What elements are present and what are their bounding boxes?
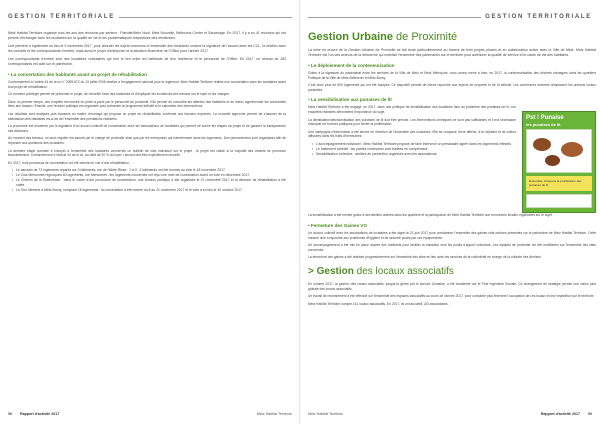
punaises-text bbox=[308, 105, 516, 213]
right-paragraph: La dératisation/désinsectisation des punaises de lit doit être précise. Les interventions chimiques ne sont pas suffisantes et il est nécessaire d'adopter de bonnes pratiques pour limiter la prolifération. bbox=[308, 117, 516, 127]
left-paragraph: Ce moment privilégié permet de présenter le projet, de recueillir l'avis des locataires et d'expliquer les incidences des travaux sur le loyer et les charges. bbox=[8, 92, 230, 97]
left-column bbox=[8, 31, 286, 195]
right-page bbox=[300, 0, 600, 424]
left-bullet-list bbox=[12, 168, 286, 192]
left-paragraph: Les résultats sont analysés puis transmis au maître d'ouvrage qui propose un projet de réhabilitation conforme aux besoins exprimés. La nouvelle approche permet de s'assurer de la satisfaction des habitants vis-à-vis de l'ensemble des prestations réalisées. bbox=[8, 111, 286, 121]
poster-title: Pst ! Punaise bbox=[526, 115, 564, 122]
chevron-right-icon: > bbox=[308, 265, 317, 277]
right-paragraph: Un accompagnement a été mis en place auprès des habitants pour faciliter la transition vers les points d'apport volontaire. Les équipes de proximité ont été mobilisées sur l'ensemble des sites concernés. bbox=[308, 243, 596, 252]
section-title-light: des locaux associatifs bbox=[353, 265, 454, 277]
left-intro-1: Metz Habitat Territoire organise tous les ans des réunions par secteur : Patrotte/Metz Nord, Metz Nouvelle, Bellecroix-Centre et Sauvetage. En 2017, il y a eu 41 réunions qui ont permis d'échanger avec les locataires sur la qualité de vie et les problématiques respectives des résidences. bbox=[8, 31, 286, 40]
left-header-label: GESTION TERRITORIALE bbox=[8, 14, 115, 20]
left-paragraph: Conformément à l'article 44 de la loi n° 2006-872 du 13 juillet 2006 relative à l'engagement national pour le logement, Metz Habitat Territoire réalise une concertation avec les locataires avant tout projet de réhabilitation. bbox=[8, 80, 286, 89]
list-item: • L'accompagnement individuel : Metz Habitat Territoire propose de faire intervenir un prestataire agréé dans les logements infestés. bbox=[312, 142, 516, 147]
poster-text: Ensemble, stoppons la prolifération des punaises de lit bbox=[529, 179, 582, 188]
left-header-rule bbox=[119, 17, 292, 18]
right-page-number: 59 bbox=[588, 412, 592, 416]
right-column bbox=[308, 31, 596, 309]
right-paragraph: C'est donc plus de 800 logements qui ont été équipés. Ce dispositif permet de mieux répondre aux enjeux de propreté et de tri sélectif. Les conteneurs enterrés remplacent les anciens locaux poubelles. bbox=[308, 83, 596, 92]
right-paragraph: Metz Habitat Territoire a été engagé, en 2017, dans une politique de sensibilisation des locataires face au problème des punaises de lit. Les enquêtes réalisées démontrent l'importance du sujet. bbox=[308, 105, 516, 114]
left-paragraph: La procédure est encadrée par la signature d'un accord collectif de concertation avec les associations de locataires qui permet de suivre les étapes du projet et de garantir la transparence des décisions. bbox=[8, 124, 286, 133]
list-item: • Le sarrasin de 73 logements répartis sur 9 bâtiments, rue de l'Abbé Risse : 1 à 3 ; 2 bâtiments ont été soumis au vote le 18 novembre 2017. bbox=[12, 168, 286, 173]
left-footer-title: Rapport d'activité 2017 bbox=[20, 412, 60, 416]
punaises-poster-image bbox=[522, 111, 596, 213]
right-footer-title: Rapport d'activité 2017 bbox=[540, 412, 580, 416]
left-paragraph: La dernière étape consiste à envoyer à l'ensemble des locataires concernés un bulletin de vote individuel sur le projet ; le projet est validé si la majorité des votants se prononce favorablement. Conformément à l'article 44 de la loi, au-delà de 20 % du loyer, l'accord doit être explicitement recueilli. bbox=[8, 148, 286, 158]
list-item: • Le traitement collectif : les parties communes sont traitées en complément. bbox=[312, 147, 516, 152]
right-paragraph: La fermeture des gaines a été réalisée progressivement sur l'ensemble des sites en lien avec les services de la collectivité en charge de la collecte des déchets. bbox=[308, 255, 542, 260]
left-page-number: 58 bbox=[8, 412, 12, 416]
right-paragraph: Un travail de recensement a été effectué sur l'ensemble des espaces associatifs au cours de l'année 2017, pour connaître plus finement l'occupation de ces locaux et leur répartition sur le territoire. bbox=[308, 294, 595, 299]
poster-subtitle: les punaises de lit bbox=[526, 122, 561, 128]
right-header-rule bbox=[308, 17, 481, 18]
right-footer-publisher: Metz Habitat Territoire bbox=[308, 412, 344, 416]
right-header-band bbox=[308, 13, 592, 21]
left-paragraph: Dans un premier temps, une enquête est menée en porte-à-porte par le personnel de proximité. Elle permet de connaître les attentes des habitants et de mieux appréhender les contraintes liées aux travaux. Ensuite, une réunion publique est organisée pour présenter le programme définitif et le calendrier des interventions. bbox=[8, 99, 286, 109]
section-heading-gaines: • Fermeture des Gaines VO bbox=[308, 222, 368, 228]
left-footer bbox=[8, 412, 292, 416]
list-item: • Le Tour Mécène à Metz-Borny, comptant 18 logements : la concertation a été menée du 8 au 21 novembre 2017 et le vote a eu lieu le 30 octobre 2017. bbox=[12, 188, 286, 193]
left-paragraph: Au moment des travaux, un suivi régulier est assuré par le chargé de proximité ainsi que par les entreprises qui interviennent dans les logements. Des permanences sont organisées afin de répondre aux questions des locataires. bbox=[8, 136, 286, 145]
list-item: • Le Clos Mersonnet regroupant 60 logements, rue Mersonnet : les logements concernés ont reçu une note de concertation avant un vote en décembre 2017. bbox=[12, 173, 286, 178]
punaises-row bbox=[308, 105, 596, 213]
right-paragraph: Une campagne d'information a été lancée en direction de l'ensemble des locataires. Elle se compose d'une affiche, d'un dépliant et de vidéos diffusées dans les halls d'immeubles. bbox=[308, 129, 516, 139]
left-footer-publisher: Metz Habitat Territoire bbox=[256, 412, 292, 416]
left-header-band bbox=[8, 13, 292, 21]
page-title-light: de Proximité bbox=[392, 31, 458, 43]
poster-strip-bottom bbox=[526, 194, 592, 208]
section-title-bold: Gestion bbox=[316, 265, 354, 277]
page-title-bold: Gestion Urbaine bbox=[308, 31, 393, 43]
left-section-heading-concertation: • La concertation des habitants avant un projet de réhabilitation bbox=[8, 72, 147, 77]
right-paragraph: En octobre 2017, la gestion des locaux associatifs, jusque-là gérée par le service Domaine, a été transférée sur le Pôle Ingénierie Sociale. Ce changement de stratégie permet une vision plus globale des locaux associatifs. bbox=[308, 281, 596, 291]
right-paragraph: La sensibilisation a été menée grâce à des ateliers animés dans les quartiers et la participation de Metz Habitat Territoire aux rencontres locales organisées sur le sujet. bbox=[308, 213, 553, 218]
section-title-locaux-associatifs bbox=[308, 266, 596, 277]
page-title bbox=[308, 31, 596, 43]
left-intro-2: Une plénière a également eu lieu le 9 novembre 2017, pour aborder les sujets communs à l'ensemble des locataires comme la signature de l'accord avec les CCL, la relation avec les conseils et les correspondants d'entrée, mais aussi le projet d'entreprise et la situation financière de l'Office pour l'année 2017. bbox=[8, 44, 286, 53]
right-header-label: GESTION TERRITORIALE bbox=[485, 14, 592, 20]
section-heading-punaises: • La sensibilisation aux punaises de lit bbox=[308, 97, 392, 103]
left-paragraph: En 2017, trois processus de concertation ont été menés en vue d'une réhabilitation : bbox=[8, 160, 131, 165]
right-intro: La mise en œuvre de la Gestion Urbaine de Proximité se fait toute particulièrement au travers de trois projets phares et en collaboration active avec la Ville de Metz. Metz Habitat Territoire est l'un des acteurs de la démarche qui mobilise l'ensemble des partenaires sur le territoire pour améliorer la qualité de service et le cadre de vie des habitants. bbox=[308, 48, 596, 57]
list-item: • Sensibilisation collective : ateliers de prévention organisés avec les associations. bbox=[312, 152, 516, 157]
right-paragraph: Grâce à la signature du partenariat entre les services de la Ville de Metz et Metz Métropole, nous avons mené à bien, en 2017, la conteneurisation des déchets ménagers dans les quartiers Politique de la Ville de Metz-Bellecroix et Metz-Borny. bbox=[308, 71, 596, 80]
right-paragraph: Metz Habitat Territoire compte 141 locaux associatifs. En 2017, ils ont accueilli 130 associations. bbox=[308, 301, 449, 306]
right-paragraph: Un accord collectif avec les associations de locataires a été signé le 21 juin 2017 pour condamner l'ensemble des gaines vide-ordures présentes sur le patrimoine de Metz Habitat Territoire. Cette mesure vise à répondre aux problèmes d'hygiène et de sécurité posés par ces équipements. bbox=[308, 230, 596, 240]
section-heading-conteneurisation: • Le déploiement de la conteneurisation bbox=[308, 63, 395, 68]
right-footer bbox=[308, 412, 592, 416]
punaises-list bbox=[312, 142, 516, 156]
list-item: • Le Chemin de la Rottenbach : dans le cadre d'une procédure de concertation, une réunion publique a été organisée le 21 novembre 2017 et la décision de réhabilitation a été votée. bbox=[12, 178, 286, 188]
left-intro-3: Les correspondants d'entrée sont des locataires volontaires qui font le lien entre les habitants de leur résidence et le personnel de l'Office. En 2017, un réseau de 183 correspondants est actif sur le patrimoine. bbox=[8, 57, 286, 66]
